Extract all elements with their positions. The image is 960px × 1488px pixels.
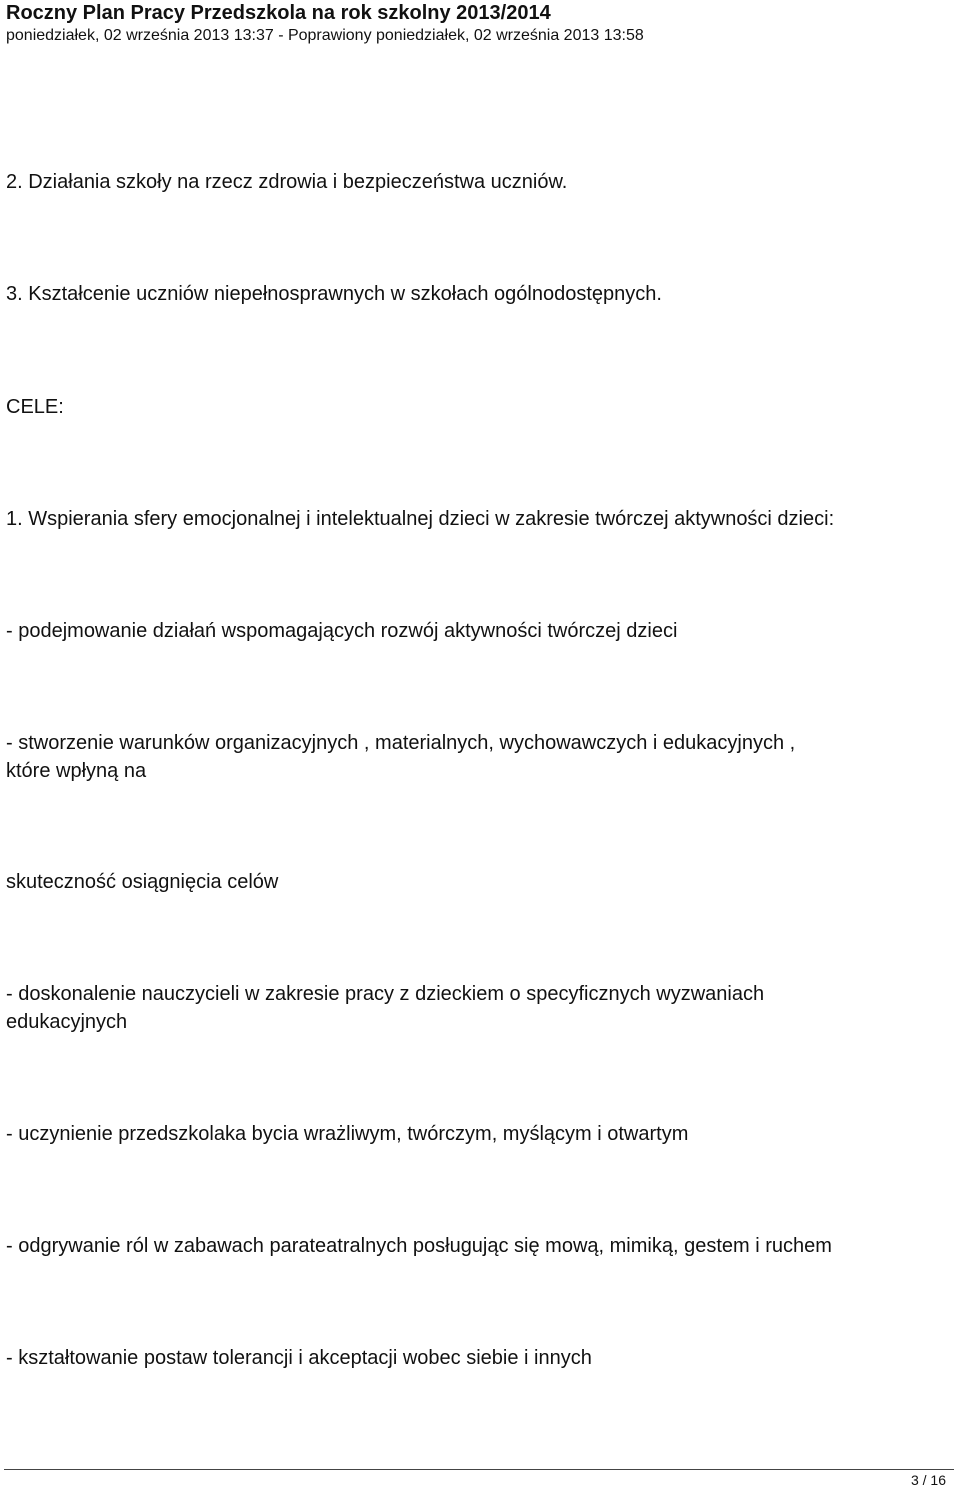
goal-item-tolerance: - kształtowanie postaw tolerancji i akceptacji wobec siebie i innych bbox=[6, 1347, 592, 1369]
paragraph-health-safety: 2. Działania szkoły na rzecz zdrowia i bezpieczeństwa uczniów. bbox=[6, 171, 568, 193]
document-title: Roczny Plan Pracy Przedszkola na rok szkolny 2013/2014 bbox=[6, 2, 551, 24]
goal-item-teacher-development-line-2: edukacyjnych bbox=[6, 1011, 128, 1033]
goal-item-creative-activity: - podejmowanie działań wspomagających rozwój aktywności twórczej dzieci bbox=[6, 620, 678, 642]
footer-divider bbox=[4, 1469, 954, 1470]
document-meta: poniedziałek, 02 września 2013 13:37 - Poprawiony poniedziałek, 02 września 2013 13:58 bbox=[6, 27, 644, 44]
goal-item-role-play: - odgrywanie ról w zabawach parateatralnych posługując się mową, mimiką, gestem i ruchem bbox=[6, 1235, 832, 1257]
goal-item-sensitivity: - uczynienie przedszkolaka bycia wrażliwym, twórczym, myślącym i otwartym bbox=[6, 1123, 689, 1145]
page-number: 3 / 16 bbox=[910, 1472, 946, 1488]
goal-item-teacher-development-line-1: - doskonalenie nauczycieli w zakresie pracy z dzieckiem o specyficznych wyzwaniach bbox=[6, 983, 765, 1005]
paragraph-inclusive-education: 3. Kształcenie uczniów niepełnosprawnych w szkołach ogólnodostępnych. bbox=[6, 283, 662, 305]
goal-item-effectiveness: skuteczność osiągnięcia celów bbox=[6, 871, 279, 893]
goal-item-conditions-line-2: które wpłyną na bbox=[6, 760, 147, 782]
goal-item-conditions-line-1: - stworzenie warunków organizacyjnych , materialnych, wychowawczych i edukacyjnych , bbox=[6, 732, 796, 754]
document-header bbox=[6, 0, 956, 46]
section-heading-goals: CELE: bbox=[6, 396, 64, 418]
goal-1: 1. Wspierania sfery emocjonalnej i intelektualnej dzieci w zakresie twórczej aktywności dzieci: bbox=[6, 508, 835, 530]
